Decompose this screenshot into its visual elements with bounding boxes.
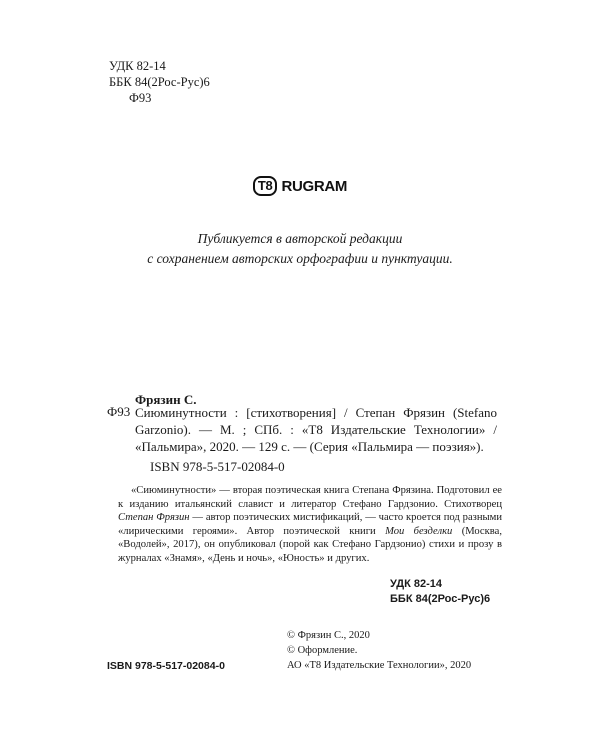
bottom-classification-codes	[390, 577, 490, 607]
copyright-publisher: АО «Т8 Издательские Технологии», 2020	[287, 660, 472, 671]
annotation-italic-author: Степан Фрязин	[118, 512, 190, 523]
edition-note-line1: Публикуется в авторской редакции	[197, 231, 403, 246]
bbk-code: ББК 84(2Рос-Рус)6	[109, 75, 210, 89]
bottom-udk-code: УДК 82-14	[390, 578, 443, 590]
t8-rugram-logo	[253, 176, 347, 196]
annotation-italic-title: Мои безделки	[385, 525, 453, 537]
bottom-isbn: ISBN 978-5-517-02084-0	[107, 660, 225, 672]
t8-badge: T8	[253, 176, 278, 196]
publisher-logo	[0, 176, 600, 196]
catalog-author-sign: Ф93	[107, 404, 131, 419]
copyright-design: © Оформление.	[287, 645, 358, 656]
catalog-author: Фрязин С.	[135, 392, 197, 407]
copyright-block	[287, 628, 471, 673]
top-classification-codes	[109, 58, 210, 106]
catalog-isbn: ISBN 978-5-517-02084-0	[150, 459, 285, 474]
annotation-text-2: — автор поэтических мистификаций, — часто кроется под разными «лирическими героями». Автор поэтической книги	[118, 512, 503, 537]
annotation-text-3: (Москва, «Водолей», 2017), он опубликовал (порой как Стефано Гардзонио) стихи и прозу в журналах «Знамя», «День и ночь», «Юность» и других.	[118, 525, 502, 564]
copyright-author: © Фрязин С., 2020	[287, 630, 370, 641]
bibliographic-entry: Сиюминутности : [стихотворения] / Степан Фрязин (Stefano Garzonio). — М. ; СПб. : «Т8 Издательские Технологии» / «Пальмира», 2020. — 129 с. — (Серия «Пальмира — поэзия»).	[135, 405, 497, 454]
book-annotation	[118, 484, 502, 565]
edition-note-line2: с сохранением авторских орфографии и пунктуации.	[147, 251, 453, 266]
edition-note	[0, 229, 600, 269]
author-sign: Ф93	[129, 91, 152, 105]
annotation-text-1: «Сиюминутности» — вторая поэтическая книга Степана Фрязина. Подготовил ее к изданию итальянский славист и литератор Стефано Гардзонио. Стихотворец	[118, 485, 502, 510]
logo-wordmark: RUGRAM	[281, 177, 348, 195]
udk-code: УДК 82-14	[109, 59, 166, 73]
bottom-bbk-code: ББК 84(2Рос-Рус)6	[390, 593, 491, 605]
